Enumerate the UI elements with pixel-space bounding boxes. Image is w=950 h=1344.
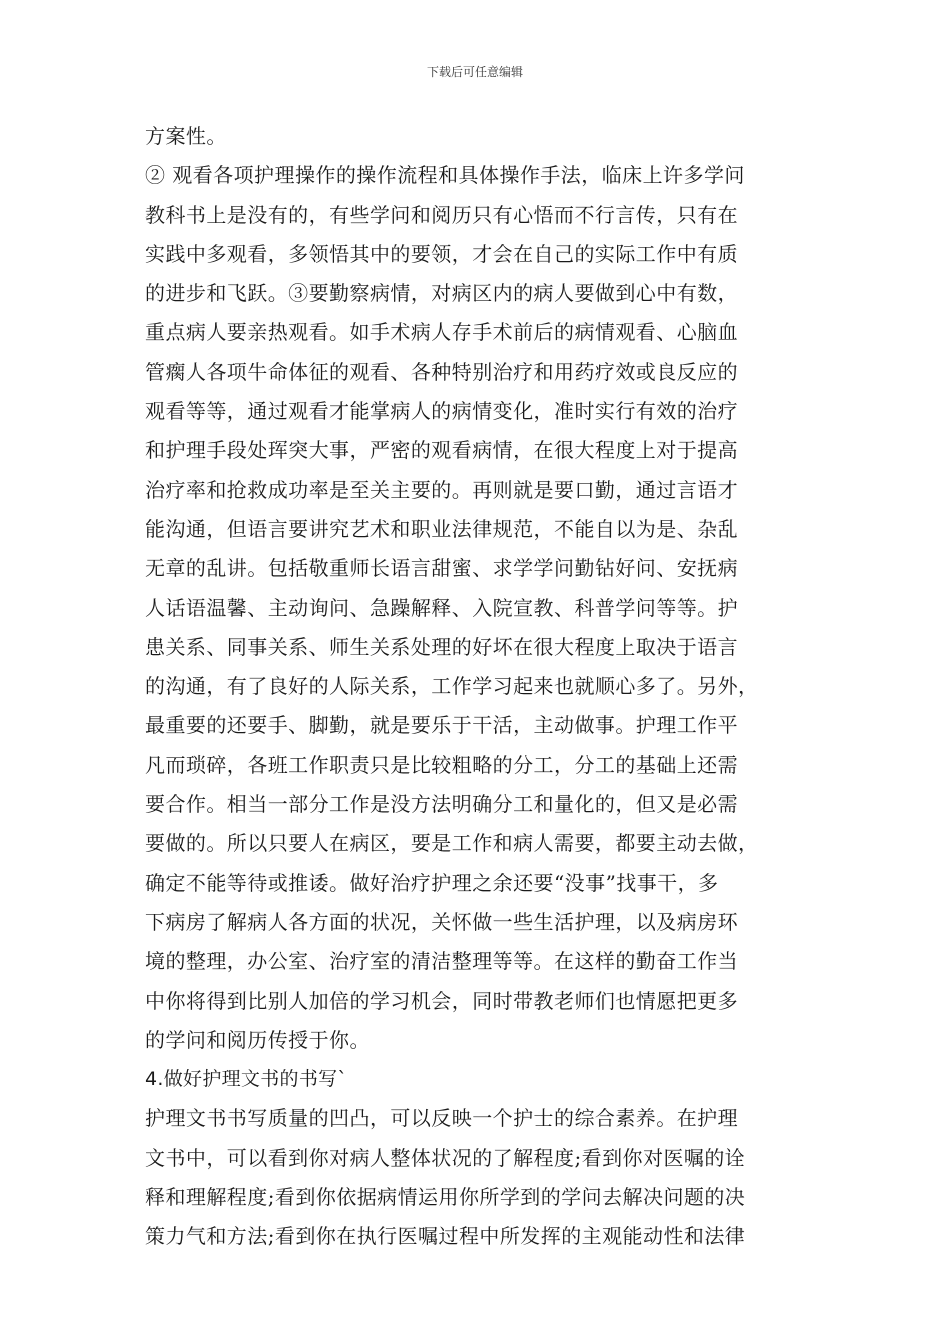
text-line: 人话语温馨、主动询问、急躁解释、入院宣教、科普学问等等。护 <box>145 595 739 620</box>
text-line: 的沟通，有了良好的人际关系，工作学习起来也就顺心多了。另外， <box>145 674 759 699</box>
text-line: 护理文书书写质量的凹凸，可以反映一个护士的综合素养。在护理 <box>145 1106 739 1131</box>
text-line: 中你将得到比别人加倍的学习机会，同时带教老师们也情愿把更多 <box>145 988 739 1013</box>
text-line: 的学问和阅历传授于你。 <box>145 1027 370 1052</box>
text-line: 凡而琐碎，各班工作职责只是比较粗略的分工，分工的基础上还需 <box>145 752 739 777</box>
text-line: 无章的乱讲。包括敬重师长语言甜蜜、求学学问勤钻好问、安抚病 <box>145 556 739 581</box>
text-line: 境的整理，办公室、治疗室的清洁整理等等。在这样的勤奋工作当 <box>145 949 739 974</box>
text-line: 观看等等，通过观看才能掌病人的病情变化，准时实行有效的治疗 <box>145 399 739 424</box>
text-line: 策力气和方法;看到你在执行医嘱过程中所发挥的主观能动性和法律 <box>145 1224 746 1249</box>
text-line: 最重要的还要手、脚勤，就是要乐于干活，主动做事。护理工作平 <box>145 713 739 738</box>
document-body <box>145 117 809 1257</box>
text-line: 教科书上是没有的，有些学问和阅历只有心悟而不行言传，只有在 <box>145 202 739 227</box>
text-line: 治疗率和抢救成功率是至关主要的。再则就是要口勤，通过言语才 <box>145 477 739 502</box>
text-line: 确定不能等待或推诿。做好治疗护理之余还要“没事”找事干，多 <box>145 870 719 895</box>
text-line: 的进步和飞跃。③要勤察病情，对病区内的病人要做到心中有数， <box>145 281 739 306</box>
text-line: 释和理解程度;看到你依据病情运用你所学到的学问去解决问题的决 <box>145 1185 746 1210</box>
text-line: 管瘸人各项牛命体征的观看、各种特别治疗和用药疗效或良反应的 <box>145 359 739 384</box>
text-line: 实践中多观看，多领悟其中的要领，才会在自己的实际工作中有质 <box>145 241 739 266</box>
text-line: 要做的。所以只要人在病区，要是工作和病人需要，都要主动去做， <box>145 831 759 856</box>
text-line: 重点病人要亲热观看。如手术病人存手术前后的病情观看、心脑血 <box>145 320 739 345</box>
page-header: 下载后可任意编辑 <box>426 65 523 79</box>
text-line: 能沟通，但语言要讲究艺术和职业法律规范，不能自以为是、杂乱 <box>145 516 739 541</box>
section-heading: 4.做好护理文书的书写` <box>145 1068 348 1091</box>
text-line: 和护理手段处珲突大事，严密的观看病情，在很大程度上对于提高 <box>145 438 739 463</box>
text-line: 方案性。 <box>145 124 227 148</box>
text-line: 文书中，可以看到你对病人整体状况的了解程度;看到你对医嘱的诠 <box>145 1145 746 1170</box>
text-line: 下病房了解病人各方面的状况，关怀做一些生活护理，以及病房环 <box>145 909 739 934</box>
text-line: ② 观看各项护理操作的操作流程和具体操作手法，临床上许多学问 <box>145 163 745 188</box>
text-line: 要合作。相当一部分工作是没方法明确分工和量化的，但又是必需 <box>145 792 739 817</box>
text-line: 患关系、同事关系、师生关系处理的好坏在很大程度上取决于语言 <box>145 634 739 659</box>
